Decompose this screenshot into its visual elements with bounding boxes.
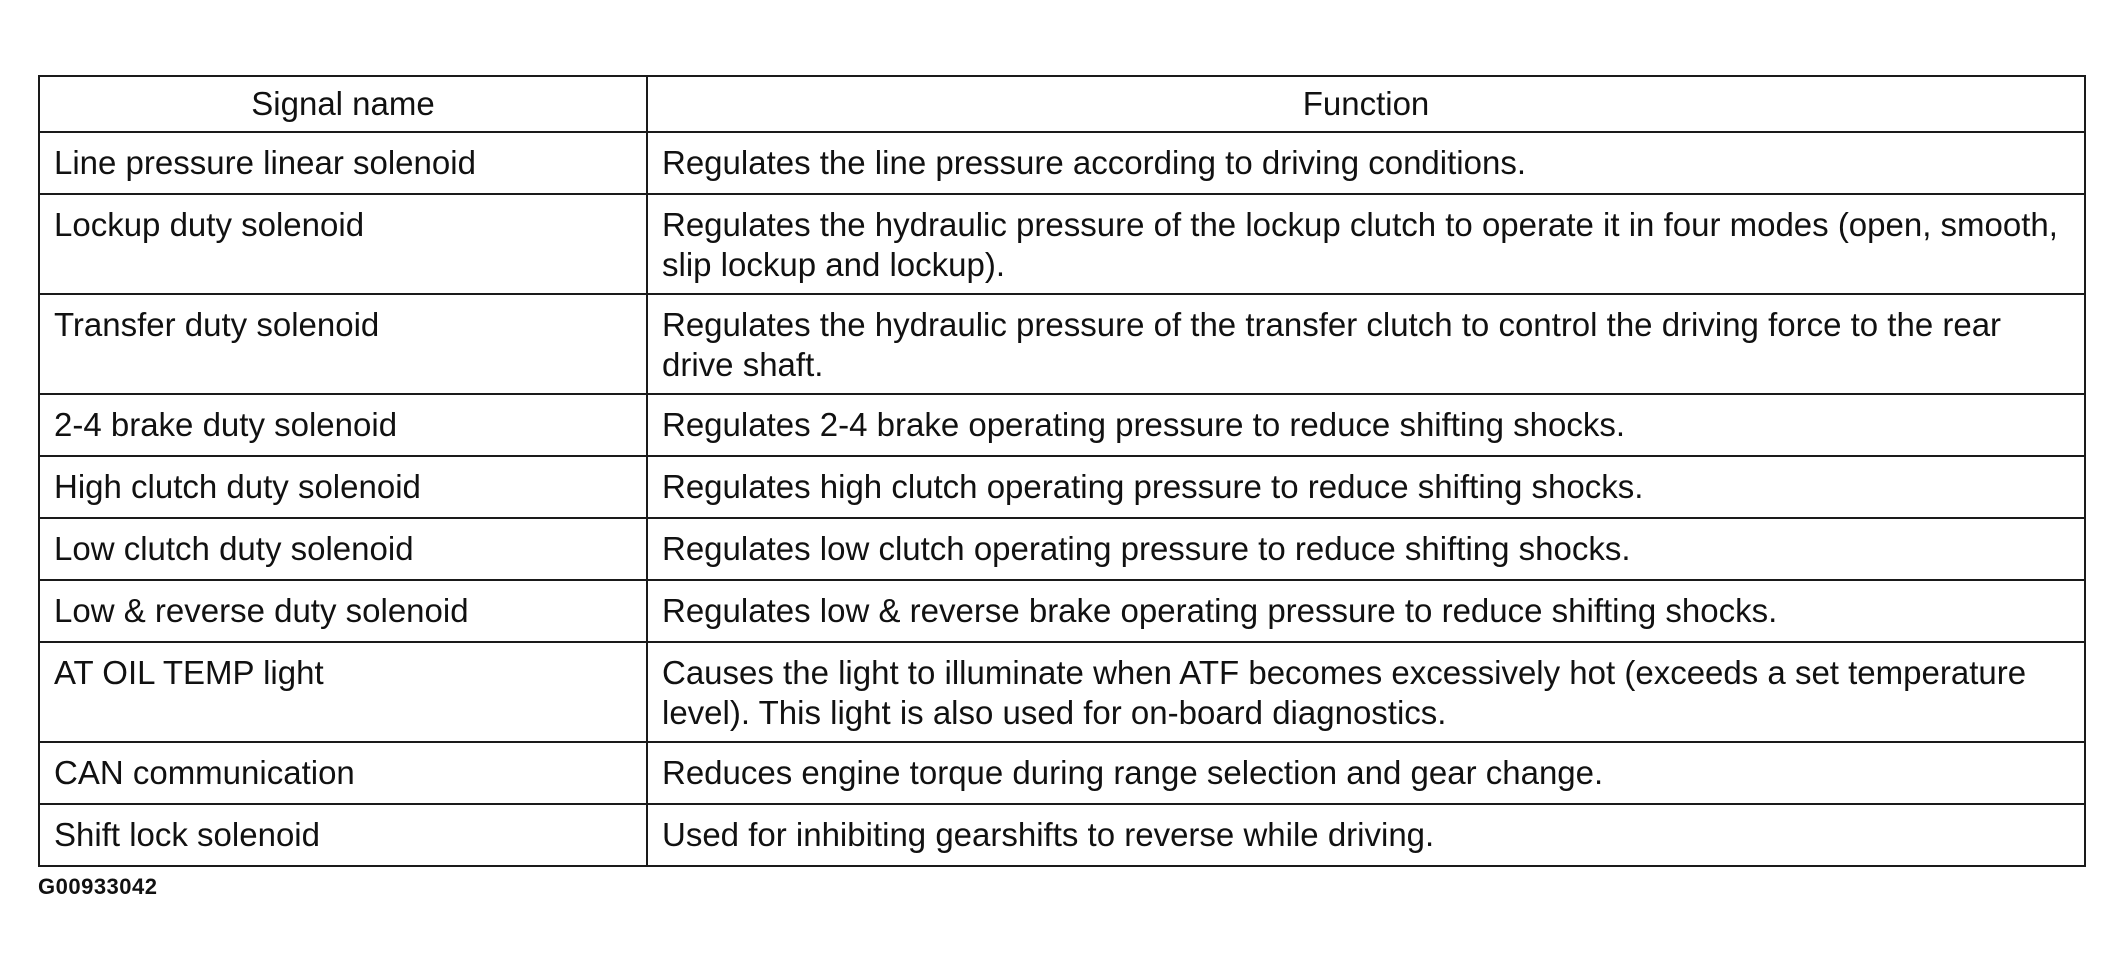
function-cell: Regulates the line pressure according to driving conditions. bbox=[647, 132, 2085, 194]
function-cell: Regulates low clutch operating pressure to reduce shifting shocks. bbox=[647, 518, 2085, 580]
table-row bbox=[39, 132, 2085, 194]
signal-name-cell: AT OIL TEMP light bbox=[39, 642, 647, 742]
function-cell: Regulates low & reverse brake operating pressure to reduce shifting shocks. bbox=[647, 580, 2085, 642]
signal-name-cell: Lockup duty solenoid bbox=[39, 194, 647, 294]
signal-name-cell: CAN communication bbox=[39, 742, 647, 804]
signal-function-table bbox=[38, 75, 2086, 867]
function-cell: Regulates high clutch operating pressure to reduce shifting shocks. bbox=[647, 456, 2085, 518]
header-signal-name: Signal name bbox=[39, 76, 647, 132]
signal-name-cell: Low clutch duty solenoid bbox=[39, 518, 647, 580]
table-row bbox=[39, 294, 2085, 394]
function-cell: Causes the light to illuminate when ATF becomes excessively hot (exceeds a set temperature level). This light is also used for on-board diagnostics. bbox=[647, 642, 2085, 742]
table-row bbox=[39, 394, 2085, 456]
signal-name-cell: Shift lock solenoid bbox=[39, 804, 647, 866]
table-row bbox=[39, 804, 2085, 866]
table-row bbox=[39, 456, 2085, 518]
table-row bbox=[39, 742, 2085, 804]
signal-name-cell: Low & reverse duty solenoid bbox=[39, 580, 647, 642]
header-function: Function bbox=[647, 76, 2085, 132]
signal-name-cell: 2-4 brake duty solenoid bbox=[39, 394, 647, 456]
figure-id-label: G00933042 bbox=[38, 874, 158, 899]
function-cell: Used for inhibiting gearshifts to reverse while driving. bbox=[647, 804, 2085, 866]
signal-name-cell: Transfer duty solenoid bbox=[39, 294, 647, 394]
table-row bbox=[39, 518, 2085, 580]
function-cell: Regulates the hydraulic pressure of the transfer clutch to control the driving force to the rear drive shaft. bbox=[647, 294, 2085, 394]
table-row bbox=[39, 642, 2085, 742]
function-cell: Regulates 2-4 brake operating pressure to reduce shifting shocks. bbox=[647, 394, 2085, 456]
function-cell: Reduces engine torque during range selection and gear change. bbox=[647, 742, 2085, 804]
table-header-row bbox=[39, 76, 2085, 132]
signal-name-cell: High clutch duty solenoid bbox=[39, 456, 647, 518]
table-row bbox=[39, 580, 2085, 642]
function-cell: Regulates the hydraulic pressure of the lockup clutch to operate it in four modes (open, smooth, slip lockup and lockup). bbox=[647, 194, 2085, 294]
table-row bbox=[39, 194, 2085, 294]
signal-name-cell: Line pressure linear solenoid bbox=[39, 132, 647, 194]
